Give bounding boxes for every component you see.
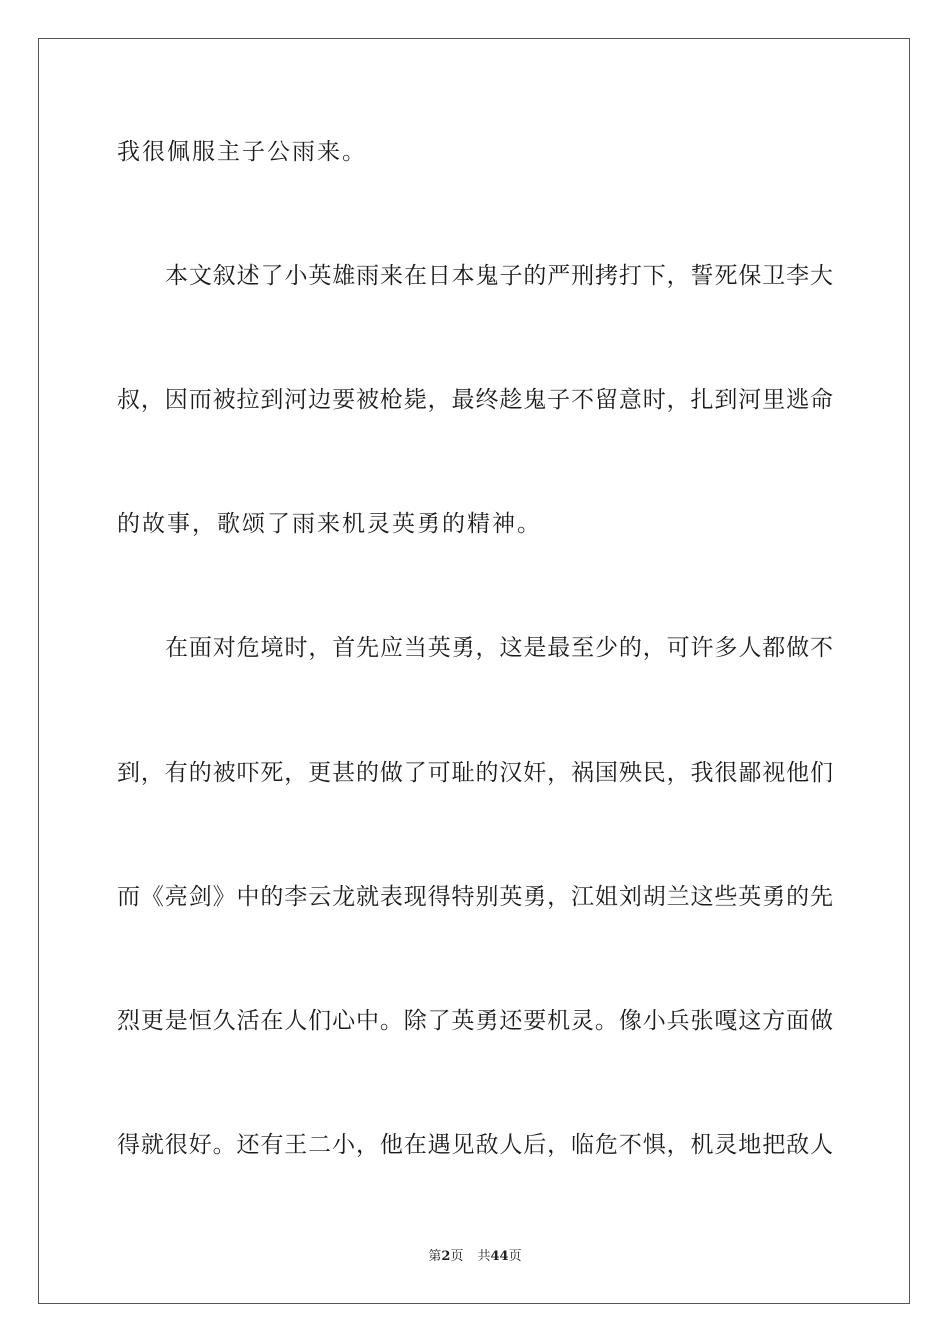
page-frame <box>38 38 910 1304</box>
total-suffix: 页 <box>508 1249 522 1264</box>
text-line-3: 叔，因而被拉到河边要被枪毙，最终趁鬼子不留意时，扎到河里逃命 <box>117 387 833 413</box>
text-line-6: 到，有的被吓死，更甚的做了可耻的汉奸，祸国殃民，我很鄙视他们 <box>117 760 833 786</box>
text-line-9: 得就很好。还有王二小，他在遇见敌人后，临危不惧，机灵地把敌人 <box>117 1132 833 1158</box>
page-suffix: 页 <box>450 1249 464 1264</box>
text-line-5: 在面对危境时，首先应当英勇，这是最至少的，可许多人都做不 <box>165 635 833 661</box>
page-number: 2 <box>441 1249 451 1264</box>
total-pages: 44 <box>490 1249 509 1264</box>
text-line-2: 本文叙述了小英雄雨来在日本鬼子的严刑拷打下，誓死保卫李大 <box>165 263 833 289</box>
text-line-1: 我很佩服主子公雨来。 <box>117 139 367 165</box>
page-prefix: 第 <box>428 1249 442 1264</box>
text-line-8: 烈更是恒久活在人们心中。除了英勇还要机灵。像小兵张嘎这方面做 <box>117 1008 833 1034</box>
text-line-7: 而《亮剑》中的李云龙就表现得特别英勇，江姐刘胡兰这些英勇的先 <box>117 884 833 910</box>
total-prefix: 共 <box>477 1249 491 1264</box>
page-footer <box>0 1248 950 1266</box>
text-line-4: 的故事，歌颂了雨来机灵英勇的精神。 <box>117 511 542 537</box>
